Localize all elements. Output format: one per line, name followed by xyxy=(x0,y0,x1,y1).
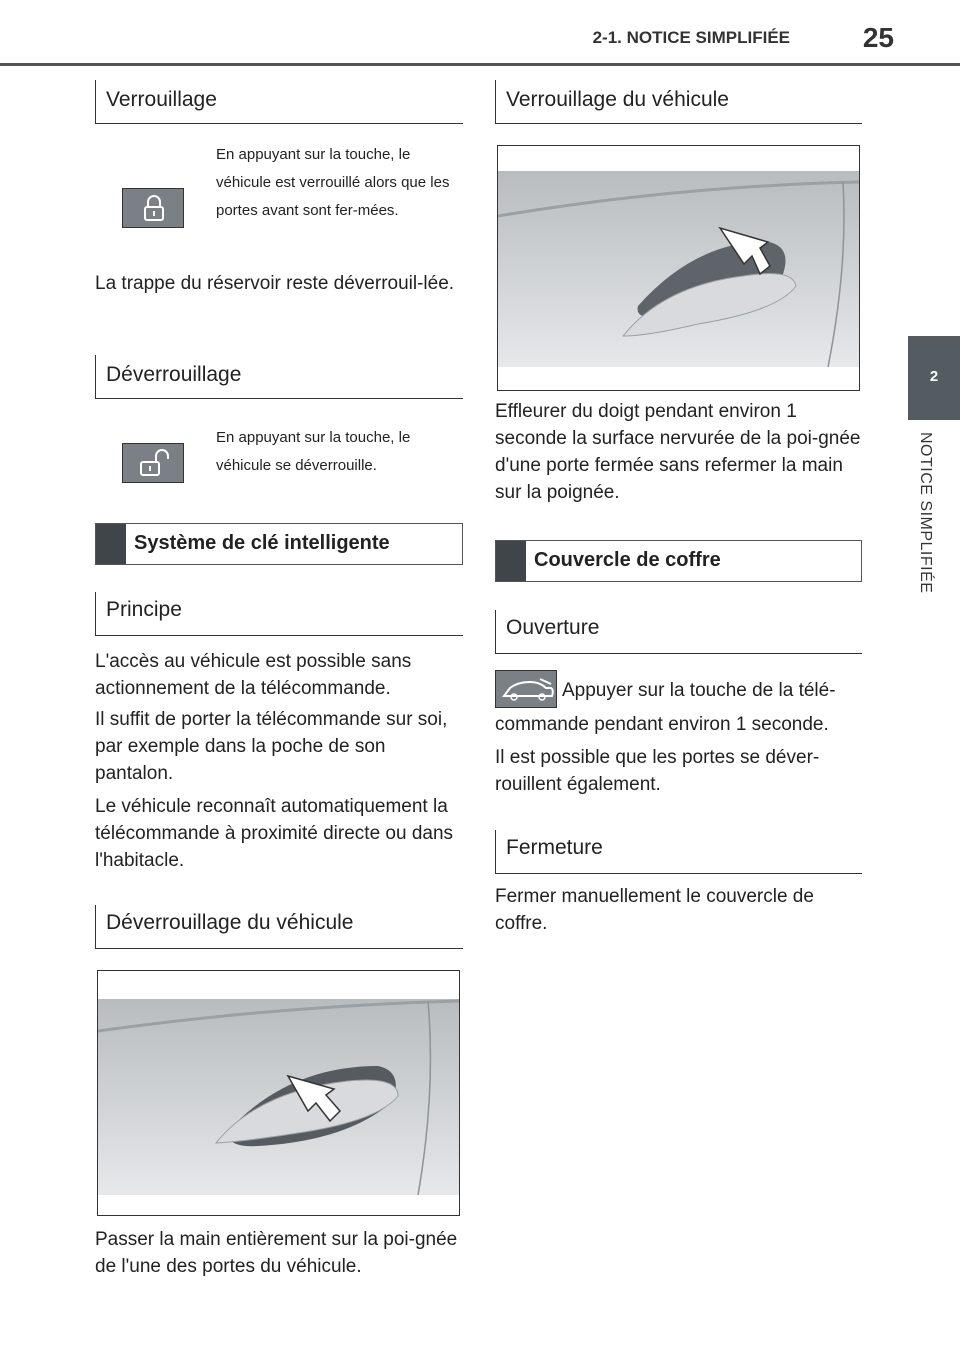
deverrouillage-description: En appuyant sur la touche, le véhicule se déverrouille. xyxy=(216,429,411,474)
principe-paragraph-1: L'accès au véhicule est possible sans actionnement de la télécommande. xyxy=(95,651,412,699)
section-heading-couvercle-coffre xyxy=(495,540,862,582)
chapter-tab-number: 2 xyxy=(929,368,939,385)
trunk-key-icon xyxy=(495,670,557,708)
fermeture-paragraph: Fermer manuellement le couvercle de coffre. xyxy=(495,886,814,934)
verrouillage-description: En appuyant sur la touche, le véhicule est verrouillé alors que les portes avant sont fer-mées. xyxy=(216,146,450,219)
section-heading-couvercle-coffre-text: Couvercle de coffre xyxy=(534,549,721,571)
ouverture-paragraph-2: Il est possible que les portes se déver-rouillent également. xyxy=(495,747,820,795)
unlock-key-icon xyxy=(122,443,184,483)
header-rule xyxy=(0,63,960,66)
principe-paragraph-2: Il suffit de porter la télécommande sur soi, par exemple dans la poche de son pantalon. xyxy=(95,709,448,784)
heading-principe: Principe xyxy=(95,592,463,636)
verrouillage-note: La trappe du réservoir reste déverrouil-lée. xyxy=(95,273,455,294)
heading-bar xyxy=(496,541,526,581)
lock-key-icon xyxy=(122,188,184,228)
door-handle-lock-figure xyxy=(497,145,860,391)
page-number: 25 xyxy=(862,22,894,53)
lock-icon xyxy=(123,189,185,229)
door-handle-unlock-figure xyxy=(97,970,460,1216)
section-heading-systeme-cle xyxy=(95,523,463,565)
heading-ouverture: Ouverture xyxy=(495,610,862,654)
heading-bar xyxy=(96,524,126,564)
heading-deverrouillage-vehicule: Déverrouillage du véhicule xyxy=(95,905,463,949)
principe-paragraph-3: Le véhicule reconnaît automatiquement la télécommande à proximité directe ou dans l'habitacle. xyxy=(95,796,454,871)
unlock-icon xyxy=(123,444,185,484)
verrouillage-vehicule-caption: Effleurer du doigt pendant environ 1 seconde la surface nervurée de la poi-gnée d'une porte fermée sans refermer la main sur la poignée. xyxy=(495,401,861,503)
trunk-icon xyxy=(496,671,558,709)
section-heading-systeme-cle-text: Système de clé intelligente xyxy=(134,532,390,554)
heading-verrouillage-vehicule: Verrouillage du véhicule xyxy=(495,80,862,124)
ouverture-paragraph-1-end: commande pendant environ 1 seconde. xyxy=(495,714,829,735)
deverrouillage-vehicule-caption: Passer la main entièrement sur la poi-gnée de l'une des portes du véhicule. xyxy=(95,1229,458,1277)
heading-deverrouillage: Déverrouillage xyxy=(95,355,463,399)
heading-verrouillage: Verrouillage xyxy=(95,80,463,124)
ouverture-paragraph-1-start: Appuyer sur la touche de la télé- xyxy=(562,680,836,701)
heading-fermeture: Fermeture xyxy=(495,830,862,874)
chapter-tab-label: NOTICE SIMPLIFIÉE xyxy=(917,432,934,594)
running-header-section: 2-1. NOTICE SIMPLIFIÉE xyxy=(592,28,790,47)
